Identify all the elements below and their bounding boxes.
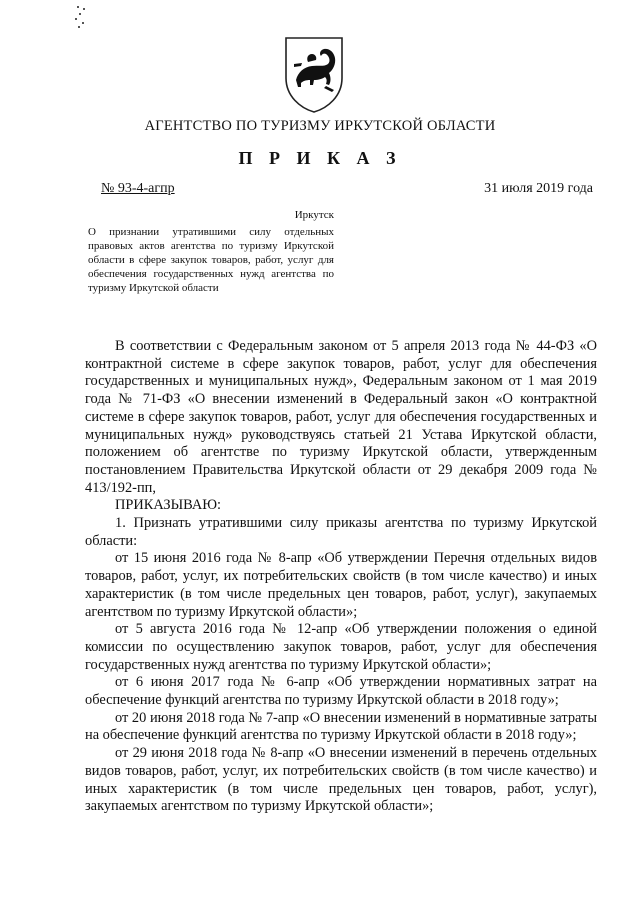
repealed-order-item: от 5 августа 2016 года № 12-апр «Об утверждении положения о единой комиссии по осуществлению закупок товаров, работ, услуг для обеспечения государственных нужд агентства по туризму Иркутской области»; <box>85 621 597 673</box>
agency-title: АГЕНТСТВО ПО ТУРИЗМУ ИРКУТСКОЙ ОБЛАСТИ <box>144 118 496 134</box>
preamble-paragraph: В соответствии с Федеральным законом от 5 апреля 2013 года № 44-ФЗ «О контрактной системе в сфере закупок товаров, работ, услуг для обеспечения государственных и муниципальных нужд», Федеральным законом от 1 мая 2019 года № 71-ФЗ «О внесении изменений в Федеральный закон «О контрактной системе в сфере закупок товаров, работ, услуг для обеспечения государственных и муниципальных нужд» руководствуясь статьей 21 Устава Иркутской области, положением об агентстве по туризму Иркутской области, утвержденным постановлением Правительства Иркутской области от 29 декабря 2009 года № 413/192-пп, <box>85 338 597 496</box>
repealed-order-item: от 15 июня 2016 года № 8-апр «Об утверждении Перечня отдельных видов товаров, работ, услуг, их потребительских свойств (в том числе качество) и иных характеристик (в том числе предельных цен товаров, работ, услуг), закупаемых агентством по туризму Иркутской области»; <box>85 550 597 620</box>
order-date: 31 июля 2019 года <box>484 181 593 196</box>
order-directive: ПРИКАЗЫВАЮ: <box>115 497 222 514</box>
clause-paragraph: 1. Признать утратившими силу приказы агентства по туризму Иркутской области: <box>85 515 597 549</box>
order-body <box>85 338 597 816</box>
scan-artifact-mark <box>74 4 88 30</box>
repealed-order-item: от 20 июня 2018 года № 7-апр «О внесении изменений в нормативные затраты на обеспечение функций агентства по туризму Иркутской области в 2018 году»; <box>85 709 597 744</box>
order-subject: О признании утратившими силу отдельных правовых актов агентства по туризму Иркутской области в сфере закупок товаров, работ, услуг для обеспечения государственных нужд агентства по туризму Иркутской области <box>88 226 334 294</box>
repealed-order-item: от 6 июня 2017 года № 6-апр «Об утверждении нормативных затрат на обеспечение функций агентства по туризму Иркутской области в 2018 году»; <box>85 674 597 709</box>
coat-of-arms-icon <box>282 34 346 114</box>
order-number: № 93-4-агпр <box>101 181 175 196</box>
city-name: Иркутск <box>294 209 334 221</box>
document-type-title: П Р И К А З <box>238 148 402 168</box>
repealed-order-item: от 29 июня 2018 года № 8-апр «О внесении изменений в перечень отдельных видов товаров, работ, услуг, их потребительских свойств (в том числе качество) и иных характеристик (в том числе предельных цен товаров, работ, услуг), закупаемых агентством по туризму Иркутской области»; <box>85 745 597 815</box>
